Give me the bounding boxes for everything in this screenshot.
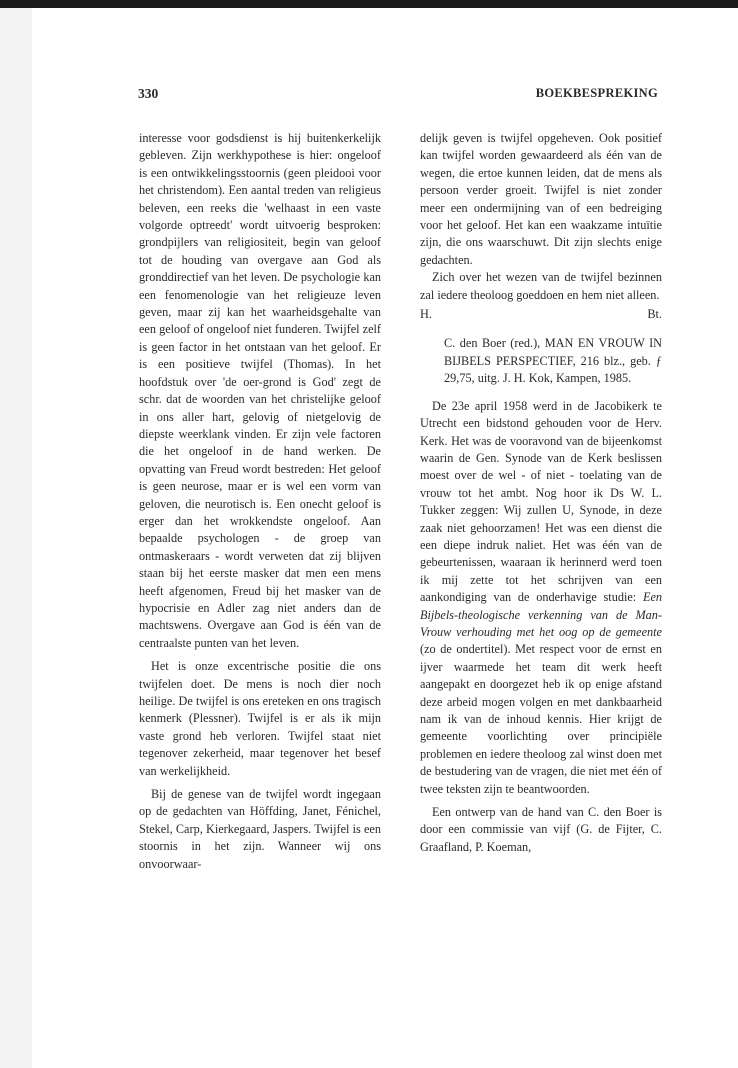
book-citation: C. den Boer (red.), MAN EN VROUW IN BIJBELS PERSPECTIEF, 216 blz., geb. ƒ 29,75, uitg. J. H. Kok, Kampen, 1985. <box>444 336 662 386</box>
review-signature <box>420 306 662 323</box>
running-head: BOEKBESPREKING <box>535 86 658 100</box>
signature-initial-left: H. <box>420 307 432 322</box>
right-paragraph-1: delijk geven is twijfel opgeheven. Ook positief kan twijfel worden gewaardeerd als één van de wegen, die ertoe kunnen leiden, dat de mens als persoon verder groeit. Twijfel is niet zonder meer een ondermijning van of een bedreiging voor het geloof. Het kan een waakzame intuïtie zijn, die ons waarschuwt. Dit zijn slechts enige gedachten. <box>420 131 662 267</box>
book-review-heading <box>420 335 662 387</box>
paragraph-3-text: De 23e april 1958 werd in de Jacobikerk te Utrecht een bidstond gehouden voor de Herv. Kerk. Het was de vooravond van de bijeenkomst waarin de Gen. Synode van de Kerk beslissen moest over de wel - of niet - toelating van de vrouw tot het ambt. Nog hoor ik Ds W. L. Tukker zeggen: Wij zullen U, Synode, in deze zaak niet gehoorzamen! Het was een dienst die een diepe indruk naliet. Het was één van de gebeurtenissen, waaraan ik herinnerd werd toen ik mij zette tot het schrijven van een aankondiging van de onderhavige studie: <box>420 398 662 605</box>
right-paragraph-2: Zich over het wezen van de twijfel bezinnen zal iedere theoloog goeddoen en hem niet alleen. <box>420 270 662 302</box>
left-paragraph-2: Het is onze excentrische positie die ons twijfelen doet. De mens is noch dier noch heilige. De twijfel is ons ereteken en ons tragisch kenmerk (Plessner). Twijfel is er als ik mijn vaste grond heb verloren. Twijfel staat niet tegenover zekerheid, maar tegenover het besef van werkelijkheid. <box>139 659 381 778</box>
left-paragraph-3: Bij de genese van de twijfel wordt ingegaan op de gedachten van Höffding, Janet, Fénichel, Stekel, Carp, Kierkegaard, Jaspers. Twijfel is een stoornis in het zijn. Wanneer wij ons onvoorwaar- <box>139 787 381 871</box>
page-number: 330 <box>138 86 159 101</box>
scan-left-margin <box>0 8 32 1068</box>
paragraph-3-tail: (zo de ondertitel). Met respect voor de ernst en ijver waarmede het team dit werk heeft aangepakt en doorgezet heb ik op enige afstand deze arbeid mogen volgen en met dankbaarheid nam ik van de inhoud kennis. Hier krijgt de gemeente voorlichting over principiële problemen en iedere theoloog zal winst doen met de bestudering van de vragen, die niet met één of twee teksten zijn te beantwoorden. <box>420 642 662 796</box>
right-paragraph-3 <box>420 398 662 798</box>
book-subtitle: Een Bijbels-theologische verkenning van de Man-Vrouw verhouding met het oog op de gemeente <box>420 590 663 639</box>
left-paragraph-1: interesse voor godsdienst is hij buitenkerkelijk gebleven. Zijn werkhypothese is hier: ongeloof is een ontwikkelingsstoornis (geen pleidooi voor het christendom). Een aantal treden van religieus beleven, een reeks die 'welhaast in een vaste volgorde optreedt' wordt uitvoerig besproken: grondpijlers van religiositeit, begin van geloof tot de houding van overgave aan God als gronddirectief van het leven. De psychologie kan een fenomenologie van het religieuze leven geven, maar zij kan het waarheidsgehalte van een geloof of ongeloof niet funderen. Twijfel zelf is geen factor in het ontstaan van het geloof. Er is een positieve twijfel (Thomas). In het hoofdstuk over 'de oer-grond is God' zegt de schr. dat de woorden van het christelijke geloof in ons aller hart, gelovig of nietgelovig de diepste weerklank vinden. Er zijn vele factoren die het ongeloof in de hand werken. De opvatting van Freud wordt bestreden: Het geloof is geen neurose, maar er is wel een vorm van geloven, die neurotisch is. Een onecht geloof is erger dan het wrokkendste ongeloof. Aan bepaalde psychologen - de groep van ontmaskeraars - wordt verweten dat zij blijven staan bij het eerste masker dat men een mens heeft afgenomen, Freud bij het masker van de hypocrisie en Adler zag niet anders dan de machtswens. Overgave aan God is één van de centraalste punten van het leven. <box>139 131 381 650</box>
signature-initial-right: Bt. <box>647 307 662 322</box>
right-column <box>420 130 662 856</box>
right-paragraph-4: Een ontwerp van de hand van C. den Boer is door een commissie van vijf (G. de Fijter, C. Graafland, P. Koeman, <box>420 805 662 854</box>
scan-top-border <box>0 0 738 8</box>
left-column <box>139 130 381 873</box>
